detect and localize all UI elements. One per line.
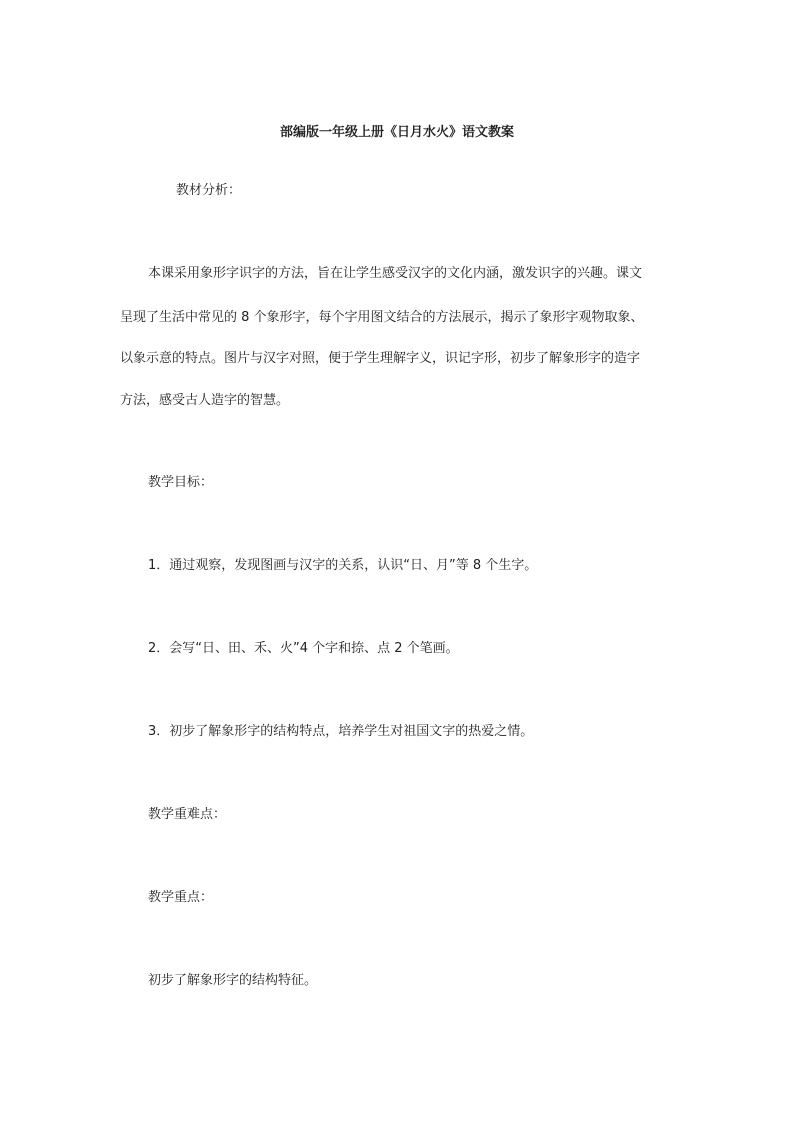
key-point-text: 初步了解象形字的结构特征。 xyxy=(148,973,318,988)
paragraph-line-4: 方法，感受古人造字的智慧。 xyxy=(120,393,290,408)
paragraph-line-2: 呈现了生活中常见的 8 个象形字，每个字用图文结合的方法展示，揭示了象形字观物取象、 xyxy=(120,310,644,325)
goal-item-3: 3．初步了解象形字的结构特点，培养学生对祖国文字的热爱之情。 xyxy=(148,724,534,739)
goal-item-1: 1．通过观察，发现图画与汉字的关系，认识“日、月”等 8 个生字。 xyxy=(148,558,538,573)
paragraph-line-1: 本课采用象形字识字的方法，旨在让学生感受汉字的文化内涵，激发识字的兴趣。课文 xyxy=(148,266,643,281)
document-title: 部编版一年级上册《日月水火》语文教案 xyxy=(279,125,514,140)
goal-item-2: 2．会写“日、田、禾、火”4 个字和捺、点 2 个笔画。 xyxy=(148,641,459,656)
section-heading-analysis: 教材分析： xyxy=(176,183,242,198)
paragraph-line-3: 以象示意的特点。图片与汉字对照，便于学生理解字义，识记字形，初步了解象形字的造字 xyxy=(120,351,641,366)
section-heading-goals: 教学目标： xyxy=(148,475,214,490)
section-heading-difficulties: 教学重难点： xyxy=(148,807,227,822)
section-heading-key-points: 教学重点： xyxy=(148,890,214,905)
